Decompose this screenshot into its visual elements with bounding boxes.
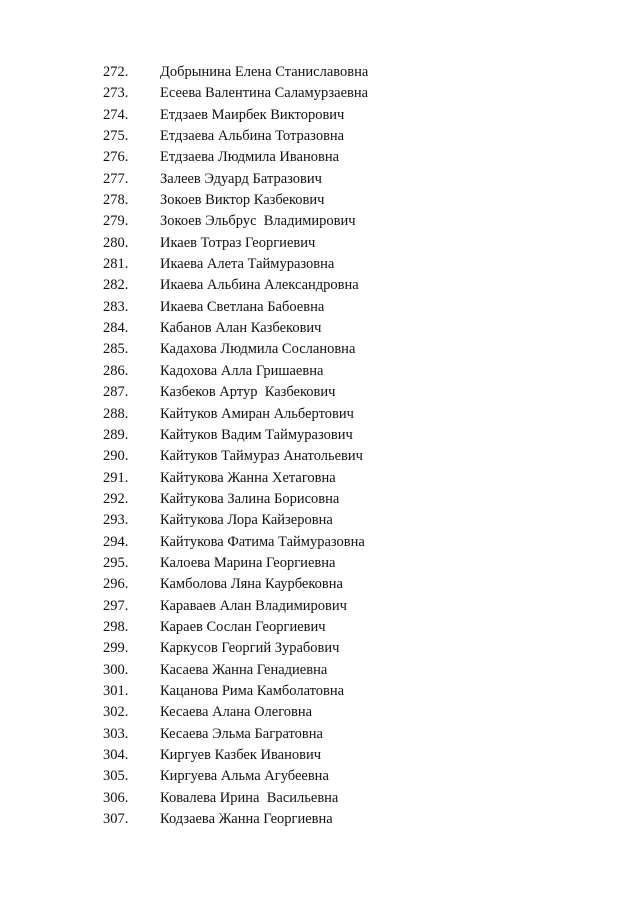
list-item	[103, 553, 368, 574]
list-item	[103, 489, 368, 510]
item-name: Кодзаева Жанна Георгиевна	[160, 811, 333, 828]
list-item	[103, 532, 368, 553]
item-number: 299.	[103, 640, 129, 657]
item-name: Кайтукова Фатима Таймуразовна	[160, 533, 365, 550]
item-number: 298.	[103, 618, 129, 635]
list-item	[103, 126, 368, 147]
item-number: 301.	[103, 682, 129, 699]
list-item	[103, 638, 368, 659]
list-item	[103, 233, 368, 254]
item-number: 292.	[103, 490, 129, 507]
item-name: Калоева Марина Георгиевна	[160, 554, 336, 571]
item-number: 272.	[103, 64, 129, 80]
item-number: 279.	[103, 213, 129, 230]
item-number: 290.	[103, 448, 129, 465]
list-item	[103, 190, 368, 211]
list-item	[103, 275, 368, 296]
list-item	[103, 382, 368, 403]
list-item	[103, 62, 368, 83]
list-item	[103, 766, 368, 787]
item-name: Касаева Жанна Генадиевна	[160, 661, 328, 678]
item-number: 295.	[103, 554, 129, 571]
item-number: 305.	[103, 768, 129, 785]
item-number: 282.	[103, 277, 129, 294]
item-name: Киргуева Альма Агубеевна	[160, 768, 329, 785]
item-name: Етдзаев Маирбек Викторович	[160, 106, 345, 123]
item-number: 304.	[103, 747, 129, 763]
item-name: Икаева Алета Таймуразовна	[160, 256, 335, 273]
item-name: Кесаева Эльма Багратовна	[160, 725, 323, 742]
list-item	[103, 446, 368, 467]
item-number: 293.	[103, 512, 129, 529]
item-name: Икаев Тотраз Георгиевич	[160, 234, 316, 251]
item-number: 275.	[103, 128, 129, 145]
item-number: 280.	[103, 234, 129, 251]
item-number: 278.	[103, 192, 129, 209]
item-number: 285.	[103, 341, 129, 358]
item-number: 300.	[103, 661, 129, 678]
item-number: 306.	[103, 789, 129, 806]
list-item	[103, 425, 368, 446]
item-number: 277.	[103, 170, 129, 187]
item-name: Икаева Светлана Бабоевна	[160, 298, 325, 315]
item-number: 302.	[103, 704, 129, 721]
item-number: 294.	[103, 533, 129, 550]
list-item	[103, 339, 368, 360]
item-name: Зокоев Виктор Казбекович	[160, 192, 325, 209]
list-item	[103, 788, 368, 809]
item-number: 276.	[103, 149, 129, 166]
list-item	[103, 617, 368, 638]
list-item	[103, 574, 368, 595]
item-name: Кайтуков Вадим Таймуразович	[160, 426, 353, 443]
item-name: Есеева Валентина Саламурзаевна	[160, 85, 369, 102]
item-name: Караваев Алан Владимирович	[160, 597, 347, 614]
item-name: Кайтукова Жанна Хетаговна	[160, 469, 336, 486]
list-item	[103, 702, 368, 723]
list-item	[103, 83, 368, 104]
item-number: 283.	[103, 298, 129, 315]
item-name: Кайтуков Таймураз Анатольевич	[160, 448, 363, 465]
list-item	[103, 169, 368, 190]
item-number: 289.	[103, 426, 129, 443]
item-number: 287.	[103, 384, 129, 401]
item-name: Кайтукова Залина Борисовна	[160, 490, 340, 507]
item-name: Етдзаева Людмила Ивановна	[160, 149, 340, 166]
item-name: Икаева Альбина Александровна	[160, 277, 359, 294]
item-name: Караев Сослан Георгиевич	[160, 618, 326, 635]
list-item	[103, 681, 368, 702]
name-list	[103, 62, 368, 830]
item-name: Ковалева Ирина Васильевна	[160, 789, 339, 806]
item-name: Казбеков Артур Казбекович	[160, 384, 336, 401]
list-item	[103, 660, 368, 681]
list-item	[103, 211, 368, 232]
item-number: 303.	[103, 725, 129, 742]
list-item	[103, 809, 368, 830]
item-number: 291.	[103, 469, 129, 486]
list-item	[103, 745, 368, 766]
item-name: Залеев Эдуард Батразович	[160, 170, 322, 187]
list-item	[103, 147, 368, 168]
item-number: 288.	[103, 405, 129, 422]
item-name: Кабанов Алан Казбекович	[160, 320, 322, 337]
list-item	[103, 510, 368, 531]
item-name: Кайтуков Амиран Альбертович	[160, 405, 354, 422]
list-item	[103, 724, 368, 745]
item-number: 286.	[103, 362, 129, 379]
list-item	[103, 297, 368, 318]
item-number: 296.	[103, 576, 129, 593]
item-name: Камболова Ляна Каурбековна	[160, 576, 343, 593]
list-item	[103, 404, 368, 425]
item-name: Кадохова Алла Гришаевна	[160, 362, 324, 379]
item-name: Кесаева Алана Олеговна	[160, 704, 313, 721]
item-name: Кадахова Людмила Сослановна	[160, 341, 356, 358]
list-item	[103, 105, 368, 126]
list-item	[103, 254, 368, 275]
item-number: 281.	[103, 256, 129, 273]
item-name: Каркусов Георгий Зурабович	[160, 640, 340, 657]
list-item	[103, 468, 368, 489]
item-name: Зокоев Эльбрус Владимирович	[160, 213, 356, 230]
item-number: 273.	[103, 85, 129, 102]
item-name: Добрынина Елена Станиславовна	[160, 64, 369, 80]
item-number: 307.	[103, 811, 129, 828]
list-item	[103, 318, 368, 339]
item-name: Етдзаева Альбина Тотразовна	[160, 128, 345, 145]
item-number: 297.	[103, 597, 129, 614]
item-name: Киргуев Казбек Иванович	[160, 747, 322, 763]
item-number: 274.	[103, 106, 129, 123]
item-number: 284.	[103, 320, 129, 337]
list-item	[103, 361, 368, 382]
item-name: Кацанова Рима Камболатовна	[160, 682, 345, 699]
item-name: Кайтукова Лора Кайзеровна	[160, 512, 333, 529]
list-item	[103, 596, 368, 617]
